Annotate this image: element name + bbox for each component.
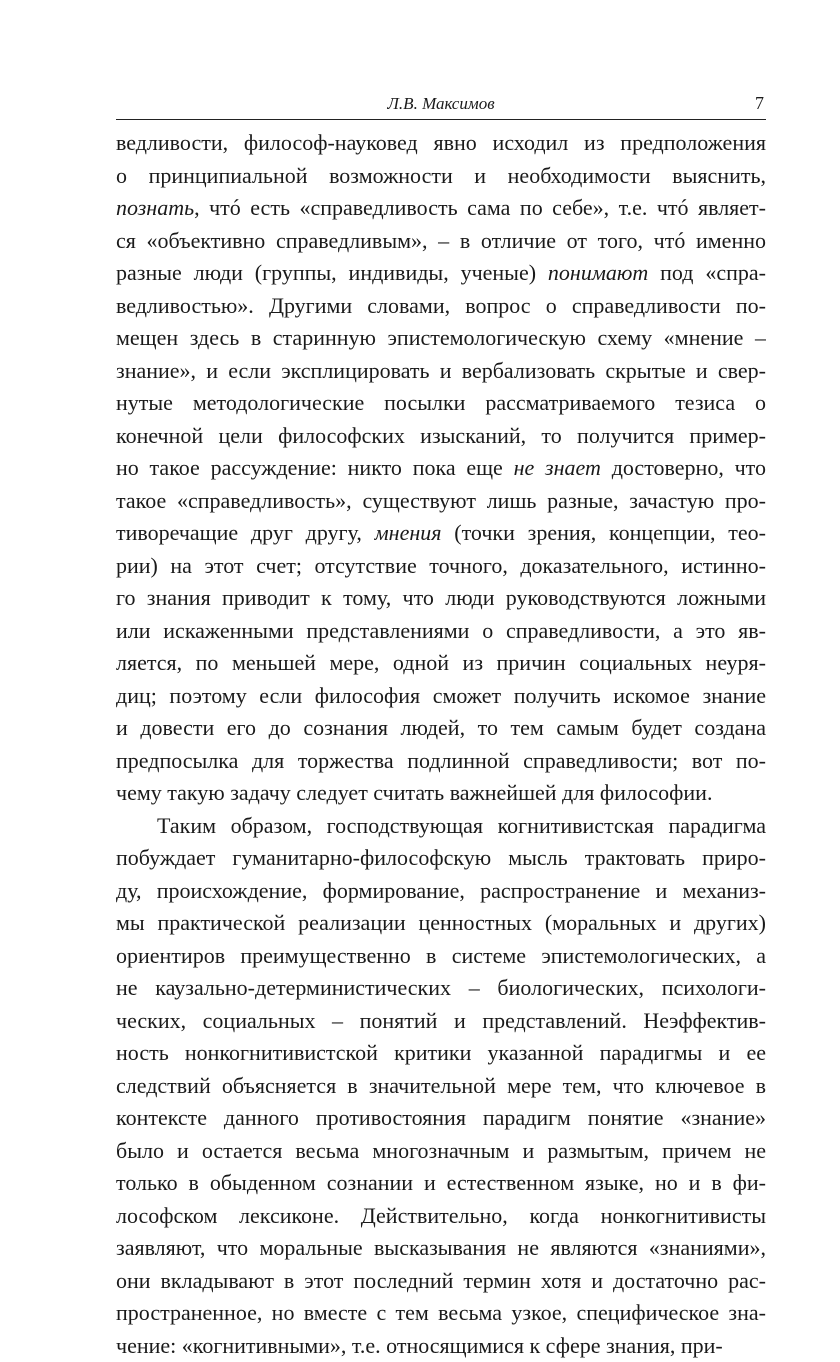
text-run: только в обыденном сознании и естественном языке, но и в фи-	[116, 1170, 766, 1195]
text-run: они вкладывают в этот последний термин хотя и достаточно рас-	[116, 1268, 766, 1293]
text-run: было и остается весьма многозначным и размытым, причем не	[116, 1138, 766, 1163]
text-run: нутые методологические посылки рассматриваемого тезиса о	[116, 390, 766, 415]
text-line	[116, 1167, 766, 1200]
running-head	[116, 93, 766, 120]
text-line	[116, 680, 766, 713]
italic-text: не знает	[514, 455, 601, 480]
text-line	[116, 452, 766, 485]
text-run: не каузально-детерминистических – биологических, психологи-	[116, 975, 766, 1000]
text-run: ду, происхождение, формирование, распространение и механиз-	[116, 878, 766, 903]
paragraph	[116, 127, 766, 810]
text-line	[116, 712, 766, 745]
text-run: ведливостью». Другими словами, вопрос о справедливости по-	[116, 293, 766, 318]
text-run: ведливости, философ-науковед явно исходил из предположения	[116, 130, 766, 155]
text-run: о принципиальной возможности и необходимости выяснить,	[116, 163, 766, 188]
text-run: пространенное, но вместе с тем весьма узкое, специфическое зна-	[116, 1300, 766, 1325]
text-line	[116, 1005, 766, 1038]
text-line	[116, 745, 766, 778]
text-run: конечной цели философских изысканий, то получится пример-	[116, 423, 766, 448]
text-line	[116, 1070, 766, 1103]
text-line	[116, 777, 766, 810]
text-run: ся «объективно справедливым», – в отличие от того, чтó именно	[116, 228, 766, 253]
text-run: и довести его до сознания людей, то тем самым будет создана	[116, 715, 766, 740]
text-run: разные люди (группы, индивиды, ученые)	[116, 260, 548, 285]
text-line	[116, 1265, 766, 1298]
text-line	[116, 225, 766, 258]
text-run: предпосылка для торжества подлинной справедливости; вот по-	[116, 748, 766, 773]
text-run: такое «справедливость», существуют лишь разные, зачастую про-	[116, 488, 766, 513]
text-line	[116, 290, 766, 323]
text-line	[116, 1135, 766, 1168]
italic-text: мнения	[375, 520, 442, 545]
text-line	[116, 972, 766, 1005]
text-line	[116, 322, 766, 355]
text-line	[116, 1102, 766, 1135]
text-run: ориентиров преимущественно в системе эпистемологических, а	[116, 943, 766, 968]
text-run: под «спра-	[648, 260, 766, 285]
text-run: чему такую задачу следует считать важнейшей для философии.	[116, 780, 712, 805]
text-line	[116, 940, 766, 973]
text-run: ческих, социальных – понятий и представлений. Неэффектив-	[116, 1008, 766, 1033]
text-run: побуждает гуманитарно-философскую мысль трактовать приро-	[116, 845, 766, 870]
text-run: следствий объясняется в значительной мере тем, что ключевое в	[116, 1073, 766, 1098]
text-run: или искаженными представлениями о справедливости, а это яв-	[116, 618, 766, 643]
text-run: мы практической реализации ценностных (моральных и других)	[116, 910, 766, 935]
text-run: но такое рассуждение: никто пока еще	[116, 455, 514, 480]
text-line	[116, 485, 766, 518]
text-line	[116, 387, 766, 420]
italic-text: познать	[116, 195, 194, 220]
text-run: ляется, по меньшей мере, одной из причин социальных неуря-	[116, 650, 766, 675]
text-line	[116, 907, 766, 940]
text-run: , чтó есть «справедливость сама по себе», т.е. чтó являет-	[194, 195, 766, 220]
text-run: тиворечащие друг другу,	[116, 520, 375, 545]
text-run: контексте данного противостояния парадигм понятие «знание»	[116, 1105, 766, 1130]
text-line	[116, 257, 766, 290]
text-line	[116, 1232, 766, 1265]
page-number: 7	[755, 93, 764, 114]
text-line	[116, 1037, 766, 1070]
text-line	[116, 842, 766, 875]
text-line	[116, 810, 766, 843]
text-run: ность нонкогнитивистской критики указанной парадигмы и ее	[116, 1040, 766, 1065]
text-line	[116, 192, 766, 225]
text-run: достоверно, что	[601, 455, 766, 480]
text-run: чение: «когнитивными», т.е. относящимися к сфере знания, при-	[116, 1333, 723, 1358]
text-run: диц; поэтому если философия сможет получить искомое знание	[116, 683, 766, 708]
text-line	[116, 582, 766, 615]
text-line	[116, 615, 766, 648]
text-line	[116, 1297, 766, 1330]
text-run: Таким образом, господствующая когнитивистская парадигма	[157, 813, 766, 838]
text-line	[116, 160, 766, 193]
italic-text: понимают	[548, 260, 648, 285]
running-head-author: Л.В. Максимов	[116, 94, 766, 114]
text-run: знание», и если эксплицировать и вербализовать скрытые и свер-	[116, 358, 766, 383]
text-line	[116, 647, 766, 680]
text-line	[116, 355, 766, 388]
text-run: рии) на этот счет; отсутствие точного, доказательного, истинно-	[116, 553, 766, 578]
text-line	[116, 1330, 766, 1362]
text-line	[116, 550, 766, 583]
text-line	[116, 1200, 766, 1233]
text-line	[116, 127, 766, 160]
text-run: го знания приводит к тому, что люди руководствуются ложными	[116, 585, 766, 610]
text-line	[116, 875, 766, 908]
text-run: мещен здесь в старинную эпистемологическую схему «мнение –	[116, 325, 766, 350]
paragraph	[116, 810, 766, 1362]
text-run: (точки зрения, концепции, тео-	[441, 520, 766, 545]
text-run: заявляют, что моральные высказывания не являются «знаниями»,	[116, 1235, 766, 1260]
text-run: лософском лексиконе. Действительно, когда нонкогнитивисты	[116, 1203, 766, 1228]
body-text	[116, 127, 766, 1362]
text-line	[116, 517, 766, 550]
text-line	[116, 420, 766, 453]
